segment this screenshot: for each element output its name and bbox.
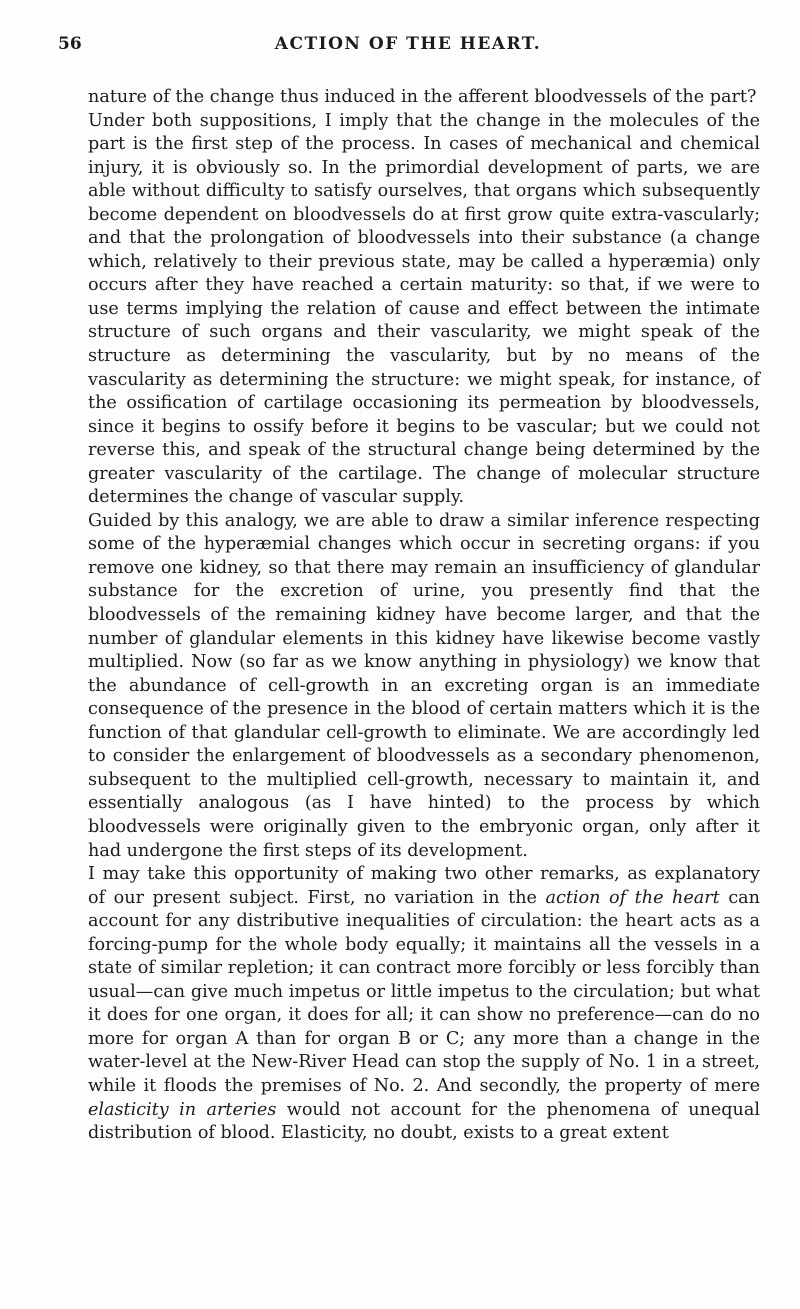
running-head (58, 34, 758, 60)
remarks-text-1: I may take this opportunity of making two other remarks, as explanatory of our present subject. First, no variation in the (88, 864, 760, 908)
paragraph-remarks (88, 863, 760, 1146)
page-number: 56 (58, 34, 82, 54)
italic-action-of-the-heart: action of the heart (545, 887, 720, 908)
remarks-text-2: can account for any distributive inequalities of circulation: the heart acts as a forcing-pump for the whole body equally; it maintains all the vessels in a state of similar repletion; it can contract more forcibly or less forcibly than usual—can give much impetus or little impetus to the circulation; but what it does for one organ, it does for all; it can show no preference—can do no more for organ A than for organ B or C; any more than a change in the water-level at the New-River Head can stop the supply of No. 1 in a street, while it floods the premises of No. 2. And secondly, the property of mere (88, 887, 760, 1096)
paragraph-analogy: Guided by this analogy, we are able to draw a similar inference respecting some of the hyperæmial changes which occur in secreting organs: if you remove one kidney, so that there may remain an insufficiency of glandular substance for the excretion of urine, you presently find that the bloodvessels of the remaining kidney have become larger, and that the number of glandular elements in this kidney have likewise become vastly multiplied. Now (so far as we know anything in physiology) we know that the abundance of cell-growth in an excreting organ is an immediate consequence of the presence in the blood of certain matters which it is the function of that glandular cell-growth to eliminate. We are accordingly led to consider the enlargement of bloodvessels as a secondary phenomenon, subsequent to the multiplied cell-growth, necessary to maintain it, and essentially analogous (as I have hinted) to the process by which bloodvessels were originally given to the embryonic organ, only after it had undergone the first steps of its development. (88, 510, 760, 861)
paragraph-suppositions: Under both suppositions, I imply that the change in the molecules of the part is the first step of the process. In cases of mechanical and chemical injury, it is obviously so. In the primordial development of parts, we are able without difficulty to satisfy ourselves, that organs which subsequently become dependent on bloodvessels do at first grow quite extra-vascularly; and that the prolongation of bloodvessels into their substance (a change which, relatively to their previous state, may be called a hyperæmia) only occurs after they have reached a certain maturity: so that, if we were to use terms implying the relation of cause and effect between the intimate structure of such organs and their vascularity, we might speak of the structure as determining the vascularity, but by no means of the vascularity as determining the structure: we might speak, for instance, of the ossification of cartilage occasioning its permeation by bloodvessels, since it begins to ossify before it begins to be vascular; but we could not reverse this, and speak of the structural change being determined by the greater vascularity of the cartilage. The change of molecular structure determines the change of vascular supply. (88, 110, 760, 508)
italic-elasticity-in-arteries: elasticity in arteries (88, 1099, 277, 1120)
remarks-text-3: would not account for the phenomena of unequal distribution of blood. Elasticity, no doubt, exists to a great extent (88, 1099, 760, 1144)
running-title: ACTION OF THE HEART. (274, 34, 542, 54)
paragraph-continued: nature of the change thus induced in the afferent bloodvessels of the part? (88, 87, 757, 107)
body-text (88, 86, 760, 1146)
